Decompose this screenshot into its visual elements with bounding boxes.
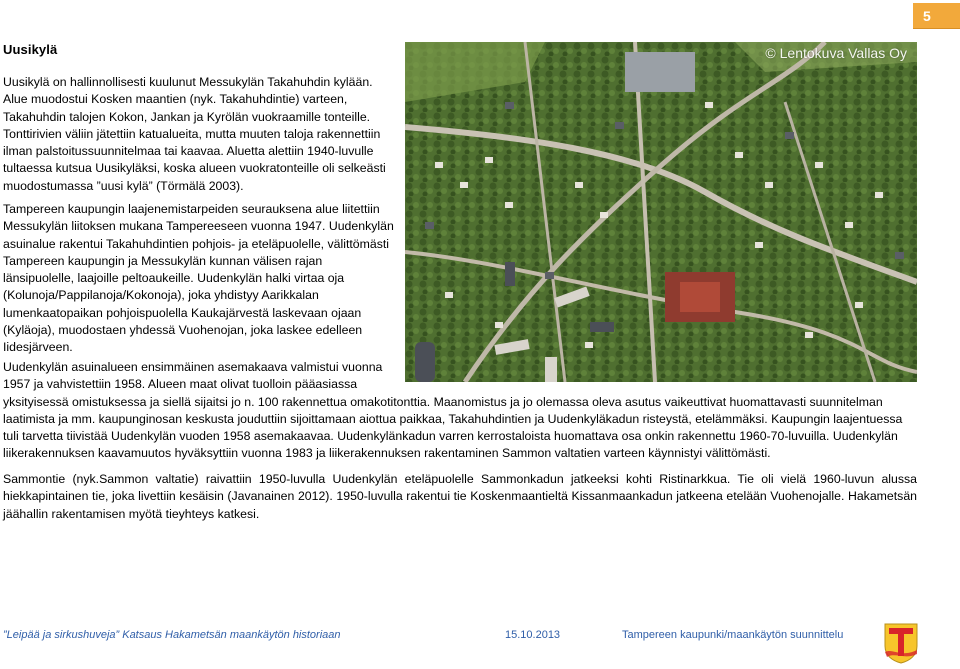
coat-of-arms-icon (883, 622, 919, 664)
page-number-badge: 5 (913, 3, 960, 29)
paragraph-annexation: Tampereen kaupungin laajenemistarpeiden seurauksena alue liitettiin Messukylän liitoksen mukana Tampereeseen vuonna 1947. Uudenkylän asuinalue rakentui Takahuhdintien pohjois- ja eteläpuolelle, välittömästi Tampereen kaupungin ja Messukylän kunnan välisen rajan länsipuolelle, laajoille peltoaukeille. Uudenkylän halki virtaa oja (Kolunoja/Pappilanoja/Kokonoja), joka yhdistyy Aarikkalan lumenkaatopaikan pohjoispuolella Kaukajärvestä laskevaan ojaan (Kyläoja), muodostaen yhdessä Vuohenojan, joka laskee edelleen Iidesjärveen. (3, 202, 394, 355)
paragraph-roads: Sammontie (nyk.Sammon valtatie) raivattiin 1950-luvulla Uudenkylän eteläpuolelle Sammonkadun jatkeeksi kohti Ristinarkkua. Tie oli vielä 1960-luvun alussa hiekkapintainen tie, joka livettiin kesäisin (Javanainen 2012). 1950-luvulla rakentui tie Koskenmaantieltä Kissanmaankadun jatkeena etelään Vuohenojalle. Hakametsän jäähallin rakentamisen myötä tieyhteys katkesi. (3, 472, 917, 521)
paragraph-zoning-rest: yksityisessä omistuksessa ja siellä sijaitsi jo n. 100 rakennettua omakotitonttia. Maanomistus ja jo olemassa oleva asutus vaikeuttivat huomattavasti suunnitelman laatimista ja mm. kaupunginosan keskusta jouduttiin sijoittamaan aiottua paikkaa, Takahuhdintien ja Uudenkyläkadun risteystä, etelämmäksi. Kaupungin laajentuessa tuli tarvetta tiivistää Uudenkylän vuoden 1958 asemakaavaa. Uudenkylänkadun varren kerrostaloista huomattava osa onkin rakennettu 1960-70-luvuilla. Uudenkylän liikerakennuksen kaavamuutos hyväksyttiin vuonna 1983 ja liikerakennuksen rakentaminen Sammon valtatien varteen käynnistyi välittömästi. (3, 394, 903, 461)
tampere-coat-of-arms-icon (883, 622, 919, 664)
aerial-photo (405, 42, 917, 382)
paragraph-zoning-start: Uudenkylän asuinalueen ensimmäinen asemakaava valmistui vuonna 1957 ja vahvistettiin 1958. Alueen maat olivat tuolloin pääasiassa (3, 360, 383, 392)
photo-credit: © Lentokuva Vallas Oy (765, 45, 907, 61)
footer-organization: Tampereen kaupunki/maankäytön suunnittelu (622, 629, 844, 641)
aerial-photo-icon (405, 42, 917, 382)
paragraph-history: Uusikylä on hallinnollisesti kuulunut Messukylän Takahuhdin kylään. Alue muodostui Kosken maantien (nyk. Takahuhdintie) varteen, Takahuhdin talojen Kokon, Jankan ja Kyrölän vuokraamille tonteille. Tonttirivien väliin jätettiin katualueita, mutta muuten taloja rakennettiin ilman palstoitussuunnitelmaa tai kaavaa. Aluetta alettiin 1940-luvulle tultaessa kutsua Uusikyläksi, koska alueen vuokratonteille oli selkeästi muodostumassa ”uusi kylä” (Törmälä 2003). (3, 75, 386, 193)
footer-date: 15.10.2013 (505, 629, 561, 641)
page-title: Uusikylä (3, 42, 58, 57)
footer-document-title: ”Leipää ja sirkushuveja” Katsaus Hakametsän maankäytön historiaan (3, 629, 341, 641)
